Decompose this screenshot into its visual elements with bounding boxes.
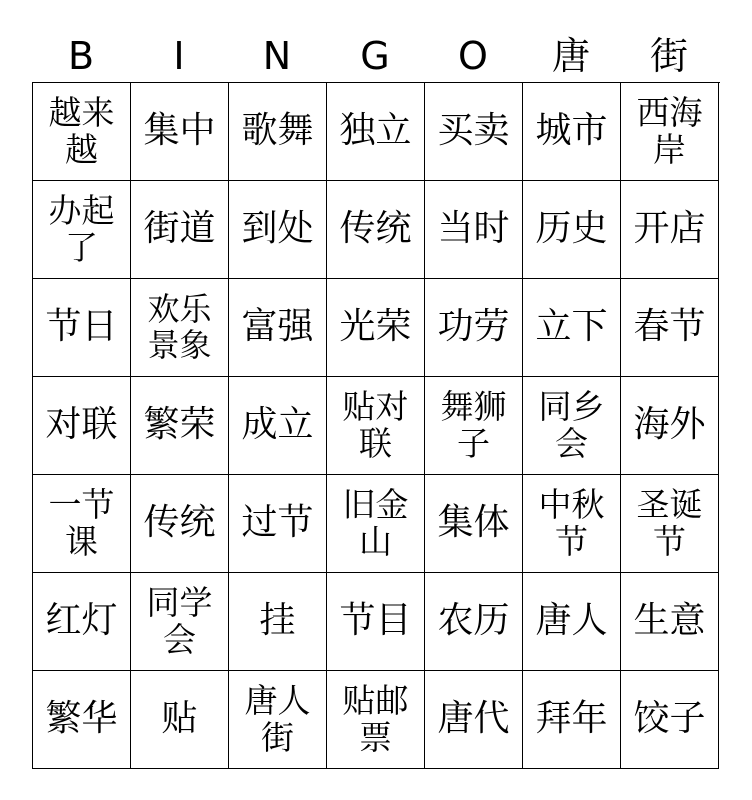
bingo-cell[interactable] [33,573,131,671]
bingo-grid [32,82,720,769]
bingo-cell[interactable] [33,83,131,181]
bingo-cell-word: 成立 [241,404,314,446]
header-char-tang: 唐 [551,34,590,78]
bingo-cell-word: 繁华 [45,698,118,740]
bingo-cell-word: 同学会 [146,582,213,659]
bingo-cell[interactable] [131,181,229,279]
bingo-cell-word: 旧金山 [342,484,409,561]
bingo-cell-word: 富强 [241,306,314,348]
bingo-cell-word: 生意 [633,600,706,642]
bingo-cell[interactable] [425,181,523,279]
bingo-cell[interactable] [229,475,327,573]
bingo-cell[interactable] [523,83,621,181]
bingo-cell-word: 买卖 [437,110,510,152]
bingo-cell-word: 舞狮子 [440,386,507,463]
bingo-cell-word: 挂 [259,600,296,642]
bingo-cell-word: 饺子 [633,698,706,740]
bingo-cell-word: 春节 [633,306,706,348]
header-letter-n: N [262,34,292,78]
bingo-cell[interactable] [327,83,425,181]
bingo-card [32,30,720,769]
bingo-cell[interactable] [425,573,523,671]
bingo-cell[interactable] [131,279,229,377]
bingo-cell[interactable] [621,377,719,475]
bingo-cell[interactable] [229,377,327,475]
bingo-cell[interactable] [327,475,425,573]
bingo-cell[interactable] [131,573,229,671]
bingo-cell[interactable] [33,181,131,279]
bingo-cell[interactable] [33,279,131,377]
bingo-cell[interactable] [523,475,621,573]
bingo-cell-word: 繁荣 [143,404,216,446]
bingo-cell[interactable] [621,279,719,377]
bingo-cell[interactable] [523,671,621,769]
bingo-cell-word: 传统 [339,208,412,250]
header-letter-g: G [360,34,390,78]
bingo-cell[interactable] [131,377,229,475]
bingo-cell-word: 集体 [437,502,510,544]
bingo-cell-word: 开店 [633,208,706,250]
bingo-cell-word: 立下 [535,306,608,348]
bingo-cell-word: 红灯 [45,600,118,642]
bingo-cell[interactable] [33,671,131,769]
bingo-cell-word: 同乡会 [538,386,605,463]
bingo-cell[interactable] [33,377,131,475]
bingo-cell[interactable] [621,573,719,671]
bingo-cell-word: 唐代 [437,698,510,740]
bingo-cell-word: 一节课 [48,484,115,561]
bingo-cell-word: 光荣 [339,306,412,348]
bingo-cell-word: 欢乐景象 [147,289,212,364]
bingo-cell-word: 历史 [535,208,608,250]
header-letter-i: I [173,34,185,78]
bingo-cell-word: 贴邮票 [342,680,409,757]
bingo-cell-word: 办起了 [48,190,115,267]
bingo-cell-word: 当时 [437,208,510,250]
bingo-cell[interactable] [425,671,523,769]
bingo-cell[interactable] [131,671,229,769]
bingo-cell-word: 集中 [143,110,216,152]
bingo-cell-word: 歌舞 [241,110,314,152]
bingo-cell[interactable] [131,83,229,181]
bingo-cell-word: 到处 [241,208,314,250]
bingo-cell[interactable] [621,475,719,573]
bingo-cell[interactable] [327,573,425,671]
bingo-cell[interactable] [425,475,523,573]
bingo-cell[interactable] [229,279,327,377]
bingo-cell[interactable] [131,475,229,573]
bingo-cell[interactable] [621,671,719,769]
bingo-cell[interactable] [621,181,719,279]
bingo-cell[interactable] [523,573,621,671]
bingo-cell[interactable] [229,181,327,279]
bingo-cell[interactable] [229,671,327,769]
bingo-cell[interactable] [621,83,719,181]
bingo-cell[interactable] [425,279,523,377]
bingo-header [32,30,720,82]
bingo-cell-word: 贴对联 [342,386,409,463]
bingo-cell[interactable] [33,475,131,573]
header-letter-o: O [458,34,488,78]
bingo-cell-word: 中秋节 [538,484,605,561]
bingo-cell[interactable] [229,573,327,671]
bingo-cell-word: 过节 [241,502,314,544]
bingo-cell-word: 独立 [339,110,412,152]
header-letter-b: B [67,34,95,78]
bingo-cell-word: 唐人街 [244,680,311,757]
bingo-cell-word: 拜年 [535,698,608,740]
bingo-cell[interactable] [425,83,523,181]
bingo-cell-word: 唐人 [535,600,608,642]
bingo-cell[interactable] [523,181,621,279]
bingo-cell[interactable] [327,377,425,475]
bingo-cell-word: 农历 [437,600,510,642]
bingo-cell[interactable] [327,279,425,377]
bingo-cell[interactable] [229,83,327,181]
bingo-cell-word: 功劳 [437,306,510,348]
bingo-cell-word: 传统 [143,502,216,544]
bingo-cell-word: 越来越 [48,92,115,169]
bingo-cell[interactable] [327,181,425,279]
bingo-cell-word: 对联 [45,404,118,446]
bingo-cell-word: 海外 [633,404,706,446]
bingo-cell-word: 圣诞节 [636,484,703,561]
bingo-cell-word: 城市 [535,110,608,152]
bingo-cell-word: 节日 [45,306,118,348]
header-char-jie: 街 [649,34,688,78]
bingo-cell[interactable] [523,377,621,475]
bingo-cell-word: 西海岸 [636,92,703,169]
bingo-cell-word: 街道 [143,208,216,250]
bingo-cell-word: 贴 [161,698,198,740]
bingo-cell[interactable] [425,377,523,475]
bingo-cell[interactable] [327,671,425,769]
bingo-cell-word: 节目 [339,600,412,642]
bingo-cell[interactable] [523,279,621,377]
